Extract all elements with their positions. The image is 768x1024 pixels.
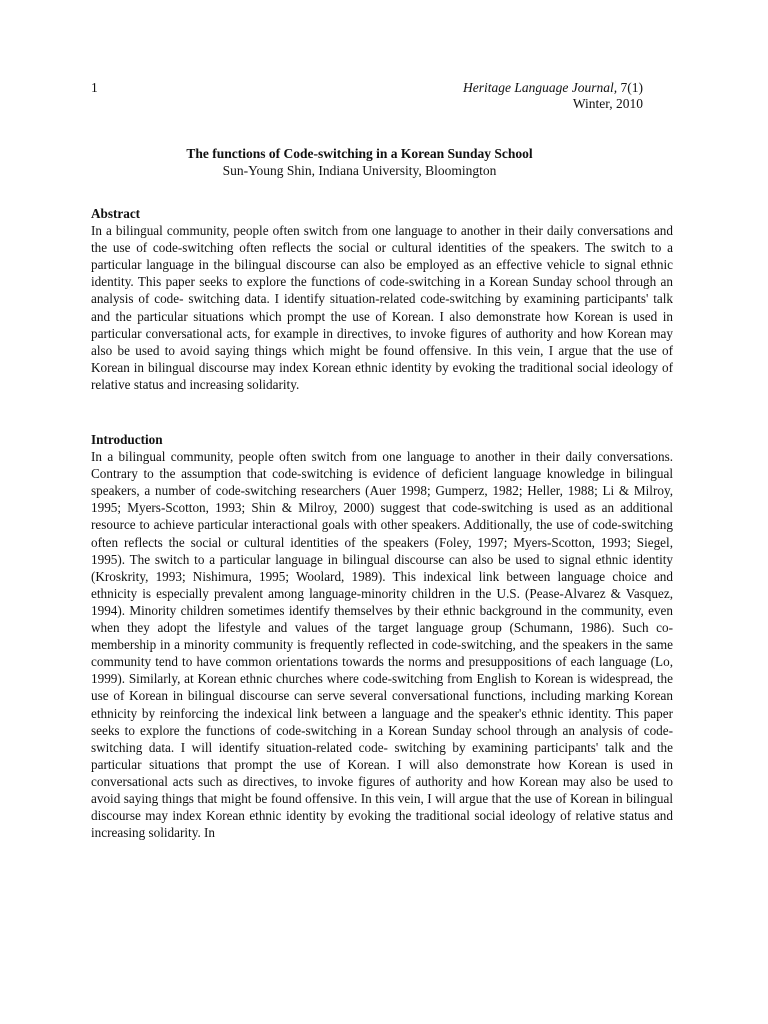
introduction-section — [91, 431, 673, 841]
journal-line — [463, 80, 643, 96]
paper-author: Sun-Young Shin, Indiana University, Bloomington — [222, 162, 497, 178]
abstract-heading: Abstract — [91, 206, 141, 221]
running-head — [463, 80, 643, 112]
journal-name: Heritage Language Journal, — [463, 80, 618, 95]
page-number: 1 — [91, 80, 98, 95]
journal-volume: 7(1) — [620, 80, 643, 95]
abstract-text: In a bilingual community, people often switch from one language to another in their daily conversations and the use of code-switching often reflects the social or cultural identities of the speakers. The switch to a particular language in the bilingual discourse can also be employed as an effective vehicle to signal ethnic identity. This paper seeks to explore the functions of code-switching in a Korean Sunday school through an analysis of code- switching data. I identify situation-related code-switching by examining participants' talk and the particular situations which prompt the use of Korean. I also demonstrate how Korean is used in particular conversational acts, for example in directives, to invoke figures of authority and how Korean may also be used to avoid saying things which might be found offensive. In this vein, I argue that the use of Korean in bilingual discourse may index Korean ethnic identity by evoking the traditional social ideology of relative status and increasing solidarity. — [91, 223, 673, 392]
title-block — [91, 146, 628, 179]
introduction-heading: Introduction — [91, 432, 163, 447]
abstract-section — [91, 205, 673, 393]
journal-issue: Winter, 2010 — [572, 96, 643, 111]
paper-title: The functions of Code-switching in a Korean Sunday School — [186, 146, 533, 161]
introduction-text: In a bilingual community, people often switch from one language to another in their daily conversations. Contrary to the assumption that code-switching is evidence of deficient language knowledge in bilingual speakers, a number of code-switching researchers (Auer 1998; Gumperz, 1982; Heller, 1988; Li & Milroy, 1995; Myers-Scotton, 1993; Shin & Milroy, 2000) suggest that code-switching is used as an additional resource to achieve particular interactional goals with other speakers. Additionally, the use of code-switching often reflects the social or cultural identities of the speakers (Foley, 1997; Myers-Scotton, 1993; Siegel, 1995). The switch to a particular language in bilingual discourse can also be used to signal ethnic identity (Kroskrity, 1993; Nishimura, 1995; Woolard, 1989). This indexical link between language choice and ethnicity is especially prevalent among language-minority children in the U.S. (Pease-Alvarez & Vasquez, 1994). Minority children sometimes identify themselves by their ethnic background in the community, even when they adopt the lifestyle and values of the target language group (Schumann, 1986). Such co-membership in a minority community is frequently reflected in code-switching, and the speakers in the same community tend to have common orientations towards the norms and presuppositions of each language (Lo, 1999). Similarly, at Korean ethnic churches where code-switching from English to Korean is widespread, the use of Korean in bilingual discourse can serve several conversational functions, including marking Korean ethnicity by reinforcing the indexical link between a language and the speaker's ethnic identity. This paper seeks to explore the functions of code-switching in a Korean Sunday school through an analysis of code-switching data. I will identify situation-related code- switching by examining participants' talk and the particular situations that prompt the use of Korean. I will also demonstrate how Korean is used in conversational acts such as directives, to invoke figures of authority and how Korean may also be used to avoid saying things that might be found offensive. In this vein, I will argue that the use of Korean in bilingual discourse may index Korean ethnic identity by evoking the traditional social ideology of relative status and increasing solidarity. In — [91, 449, 673, 841]
